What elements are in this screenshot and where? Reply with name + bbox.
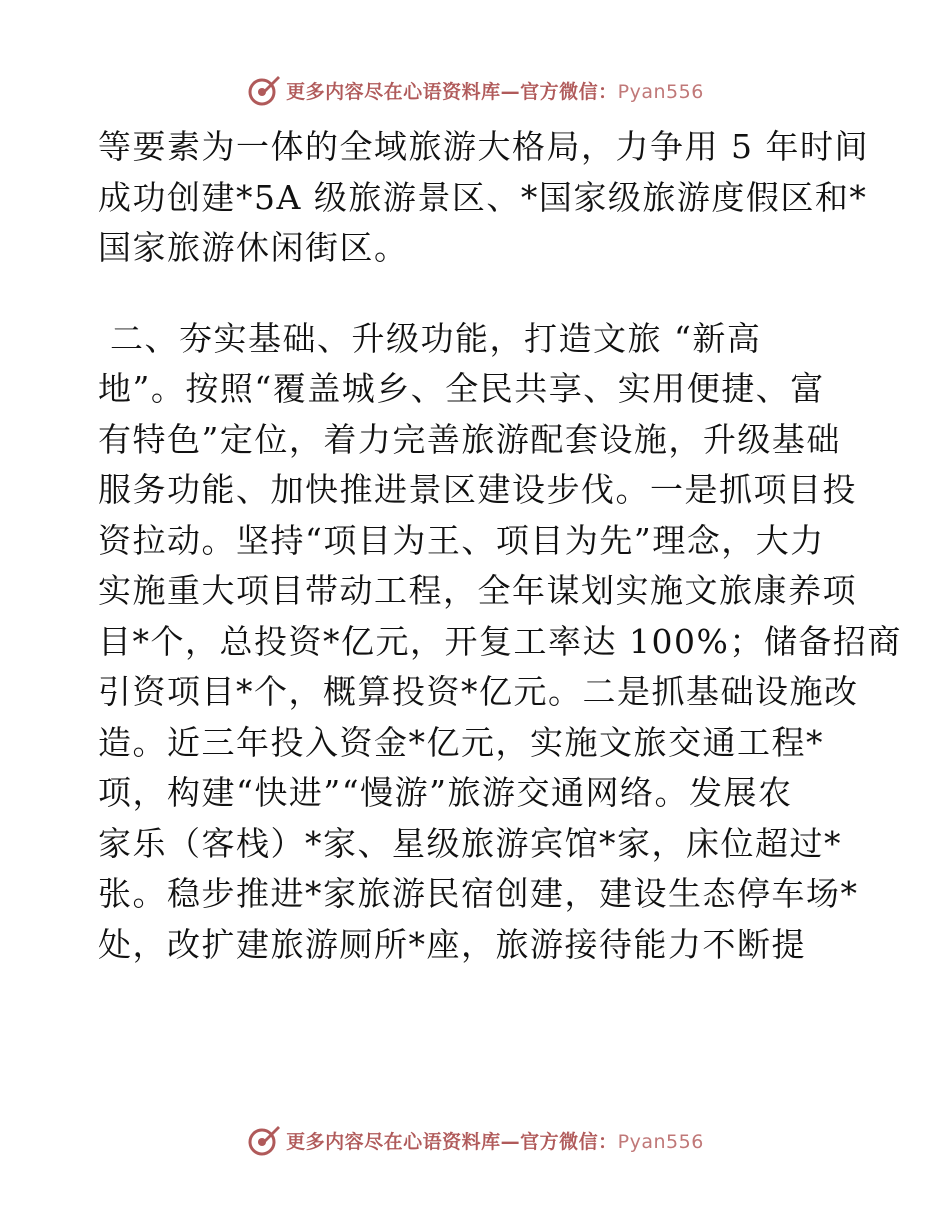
document-body — [98, 122, 902, 970]
text-line: 服务功能、加快推进景区建设步伐。一是抓项目投 — [98, 470, 857, 509]
text-line: 资拉动。坚持“项目为王、项目为先”理念，大力 — [98, 520, 825, 560]
text-line: 引资项目*个，概算投资*亿元。二是抓基础设施改 — [98, 672, 859, 711]
watermark-text: 更多内容尽在心语资料库—官方微信： — [286, 1130, 618, 1153]
paragraph-gap — [98, 274, 858, 314]
footer-watermark — [0, 1120, 950, 1160]
text-line: 造。近三年投入资金*亿元，实施文旅交通工程* — [98, 722, 824, 762]
text-line: 处，改扩建旅游厕所*座，旅游接待能力不断提 — [98, 924, 806, 964]
text-line: 国家旅游休闲街区。 — [98, 228, 409, 267]
text-line: 有特色”定位，着力完善旅游配套设施，升级基础 — [98, 419, 841, 459]
text-line: 成功创建*5A 级旅游景区、*国家级旅游度假区和* — [98, 177, 868, 217]
header-watermark — [0, 70, 950, 110]
section-heading-line: 二、夯实基础、升级功能，打造文旅 “新高 — [98, 318, 762, 358]
text-line: 实施重大项目带动工程，全年谋划实施文旅康养项 — [98, 571, 857, 610]
text-line: 家乐（客栈）*家、星级旅游宾馆*家，床位超过* — [98, 823, 842, 863]
text-line: 目*个，总投资*亿元，开复工率达 100%；储备招商 — [98, 621, 902, 661]
watermark-wechat-id: Pyan556 — [617, 80, 704, 103]
text-line: 等要素为一体的全域旅游大格局，力争用 5 年时间 — [98, 127, 869, 166]
text-line: 项，构建“快进”“慢游”旅游交通网络。发展农 — [98, 773, 793, 812]
paragraph-1 — [98, 122, 869, 274]
quill-logo-icon — [246, 72, 282, 108]
paragraph-2 — [98, 314, 902, 971]
watermark-text: 更多内容尽在心语资料库—官方微信： — [286, 80, 618, 103]
watermark-wechat-id: Pyan556 — [617, 1130, 704, 1153]
text-line: 张。稳步推进*家旅游民宿创建，建设生态停车场* — [98, 874, 859, 913]
text-line: 地”。按照“覆盖城乡、全民共享、实用便捷、富 — [98, 369, 825, 408]
quill-logo-icon — [246, 1122, 282, 1158]
